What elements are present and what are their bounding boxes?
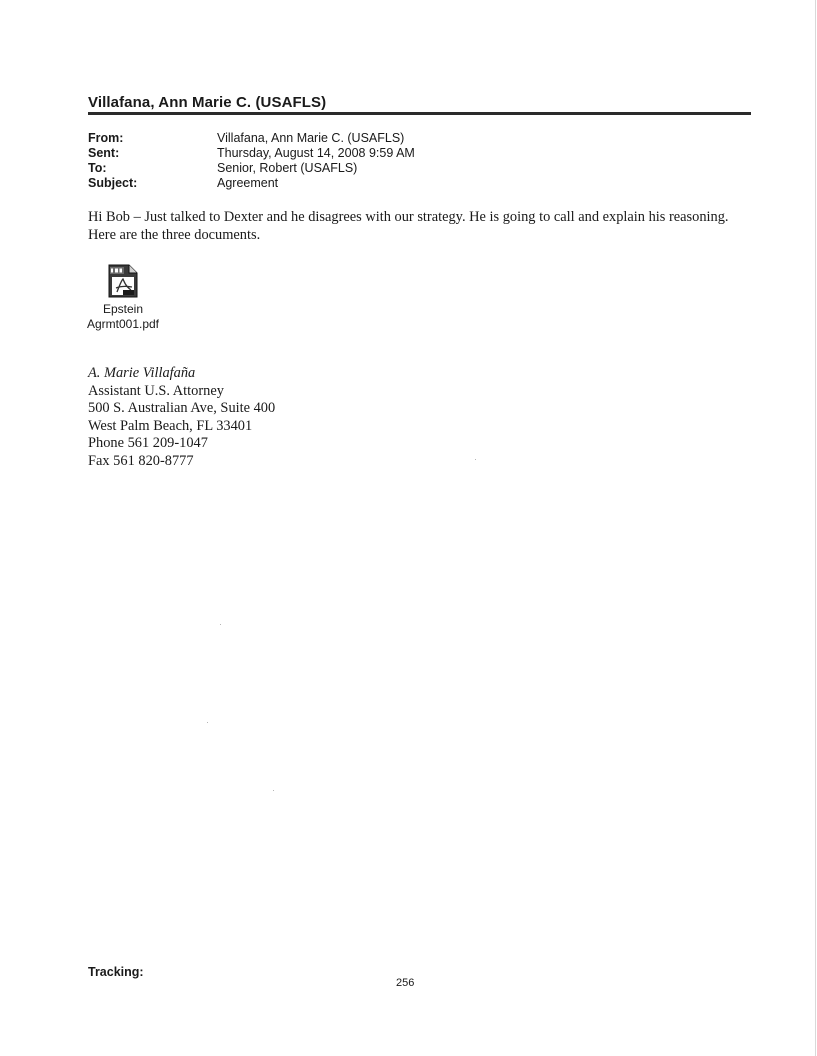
page-number: 256: [396, 977, 415, 989]
scan-speck: [220, 624, 221, 625]
header-key-from: From:: [88, 131, 124, 145]
signature-title: Assistant U.S. Attorney: [88, 382, 224, 399]
attachment-name-line2: Agrmt001.pdf: [86, 317, 160, 331]
header-row-from: [88, 131, 415, 146]
scan-edge-line: [815, 0, 816, 1056]
header-key-subject: Subject:: [88, 176, 138, 190]
scan-speck: [475, 459, 476, 460]
title-divider: [88, 112, 751, 115]
header-row-to: [88, 161, 415, 176]
signature-fax: Fax 561 820-8777: [88, 452, 194, 469]
header-value-from: Villafana, Ann Marie C. (USAFLS): [217, 131, 405, 145]
header-key-sent: Sent:: [88, 146, 120, 160]
email-body: Hi Bob – Just talked to Dexter and he disagrees with our strategy. He is going to call and explain his reasoning. Here are the three documents.: [88, 209, 729, 243]
tracking-label: Tracking:: [88, 965, 144, 979]
header-value-subject: Agreement: [217, 176, 279, 190]
sender-title: Villafana, Ann Marie C. (USAFLS): [88, 94, 327, 111]
attachment-name-line1: Epstein: [102, 302, 144, 316]
pdf-attachment[interactable]: [82, 264, 164, 332]
scan-speck: [207, 722, 208, 723]
header-key-to: To:: [88, 161, 107, 175]
signature-block: [88, 365, 275, 470]
email-headers: [88, 131, 415, 191]
signature-phone: Phone 561 209-1047: [88, 435, 208, 451]
header-row-sent: [88, 146, 415, 161]
header-value-sent: Thursday, August 14, 2008 9:59 AM: [217, 146, 415, 160]
signature-address-line2: West Palm Beach, FL 33401: [88, 417, 253, 434]
header-value-to: Senior, Robert (USAFLS): [217, 161, 358, 175]
signature-address-line1: 500 S. Australian Ave, Suite 400: [88, 400, 276, 416]
scan-speck: [273, 790, 274, 791]
header-row-subject: [88, 176, 415, 191]
signature-name: A. Marie Villafaña: [88, 365, 196, 381]
pdf-file-icon: [108, 264, 138, 298]
